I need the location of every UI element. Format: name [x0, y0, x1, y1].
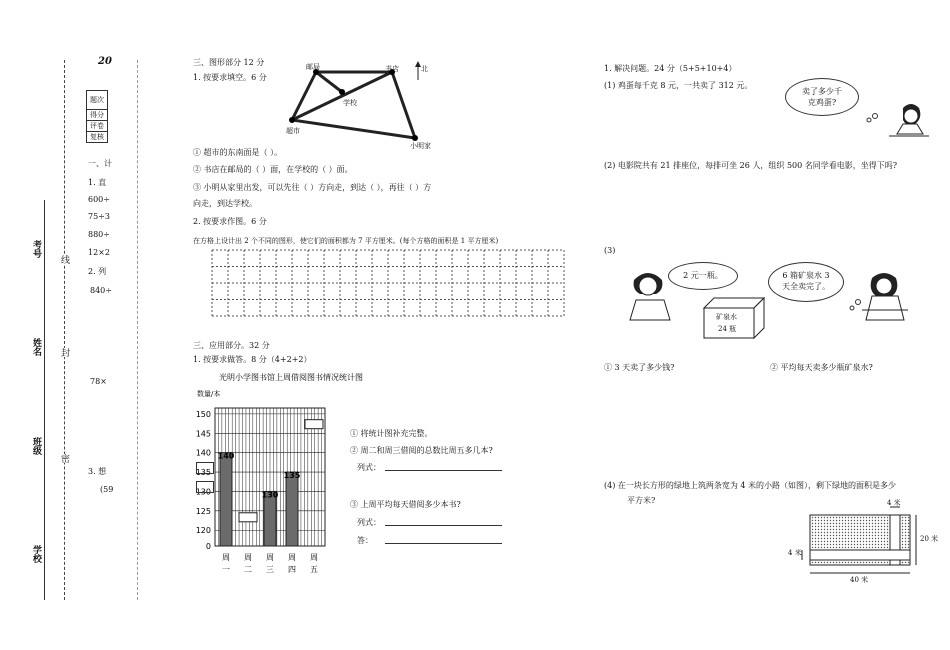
answer-label: 答：	[357, 536, 373, 545]
horizontal-path	[810, 550, 910, 560]
chart-title: 光明小学图书馆上周借阅图书情况统计图	[219, 373, 363, 382]
dim-right-label: 20 米	[920, 535, 939, 543]
x-tick-label: 四	[288, 565, 296, 574]
x-tick-label: 周	[288, 553, 296, 562]
class-label: 班级	[31, 437, 41, 455]
dim-bottom-label: 40 米	[850, 576, 869, 584]
bar-answer-box-周五	[305, 420, 323, 429]
map-label-school: 学校	[343, 99, 357, 107]
q1-line-4: 向走，到达学校。	[193, 199, 257, 208]
y-tick-label: 135	[195, 468, 211, 478]
seal-char-feng: 封	[59, 348, 69, 357]
map-label-north: 北	[421, 65, 428, 73]
bar-value-label: 130	[261, 490, 279, 500]
formula-answer-line[interactable]	[385, 525, 502, 526]
chart-ylabel: 数量/本	[197, 390, 221, 398]
chart-question-1: ① 将统计图补充完整。	[350, 429, 433, 438]
bubble-text: 2 元一瓶。	[683, 271, 723, 280]
dim-top-label: 4 米	[887, 499, 901, 507]
bar-周一	[220, 453, 232, 546]
y-tick-label: 125	[195, 506, 211, 516]
speech-bubble-q1	[785, 78, 859, 116]
y-tick-label: 130	[195, 487, 211, 497]
left-line: 840÷	[90, 286, 112, 295]
map-point-school	[339, 89, 345, 95]
formula-label: 列式：	[357, 463, 381, 472]
x-tick-label: 三	[266, 565, 274, 574]
bubble-text: 天全卖完了。	[782, 282, 830, 291]
x-tick-label: 周	[266, 553, 274, 562]
bar-answer-box-周二	[239, 513, 257, 522]
score-table-cell: 复核	[87, 132, 108, 143]
left-line: 78×	[90, 377, 107, 386]
app-q1-title: 1. 按要求做答。8 分（4+2+2）	[193, 355, 312, 364]
score-table-cell: 题次	[87, 91, 108, 110]
left-line: 12×2	[88, 248, 110, 257]
speech-bubble-price	[668, 262, 738, 290]
name-writing-line	[44, 200, 45, 600]
name-label: 姓名	[31, 338, 41, 356]
application-section-title: 三、应用部分。32 分	[193, 341, 270, 350]
left-line: 2. 列	[88, 267, 107, 276]
score-table	[86, 90, 108, 143]
left-line: (59	[100, 485, 114, 494]
x-tick-label: 一	[222, 565, 230, 574]
chart-question-3: ③ 上周平均每天借阅多少本书?	[350, 500, 461, 509]
map-label-home: 小明家	[410, 142, 431, 150]
score-table-cell: 评卷	[87, 121, 108, 132]
bar-value-label: 135	[283, 471, 301, 481]
seal-char-xian: 线	[59, 255, 69, 264]
bar-chart	[185, 370, 363, 582]
drawing-grid[interactable]	[212, 250, 564, 316]
q3-sub-2: ② 平均每天卖多少瓶矿泉水?	[770, 363, 873, 372]
x-tick-label: 五	[310, 565, 318, 574]
year-fragment: 20	[98, 56, 112, 67]
q2-text: 在方格上设计出 2 个不同的图形，使它们的面积都为 7 平方厘米。(每个方格的面积是 1 平方厘米)	[193, 237, 499, 245]
right-q4: (4) 在一块长方形的绿地上筑两条宽为 4 米的小路（如图），剩下绿地的面积是多少	[604, 481, 897, 490]
seal-line	[64, 60, 65, 600]
field-diagram	[790, 495, 940, 587]
q1-title: 1. 按要求填空。6 分	[193, 73, 267, 82]
right-q3: (3)	[604, 246, 616, 255]
q1-line-2: ② 书店在邮局的（ ）面，在学校的（ ）面。	[193, 165, 353, 174]
answer-line[interactable]	[385, 543, 502, 544]
bubble-text: 卖了多少千	[802, 87, 842, 96]
bubble-text: 克鸡蛋?	[807, 98, 837, 107]
girl-figure-icon-2	[838, 270, 916, 328]
left-line: 1. 直	[88, 178, 107, 187]
seal-char-mi: 密	[59, 454, 69, 463]
formula-answer-line[interactable]	[385, 470, 502, 471]
bar-周三	[264, 491, 276, 546]
answer-box-y[interactable]	[196, 481, 214, 493]
right-title: 1. 解决问题。24 分（5+5+10+4）	[604, 64, 737, 73]
chart-question-2: ② 周二和周三借阅的总数比周五多几本?	[350, 446, 493, 455]
y-tick-label: 150	[195, 409, 211, 419]
right-q2: (2) 电影院共有 21 排座位，每排可坐 26 人，组织 500 名同学看电影，坐得下吗?	[604, 161, 898, 170]
left-line: 75÷3	[88, 212, 110, 221]
y-tick-label: 0	[205, 542, 211, 551]
map-road-market-book	[292, 72, 392, 120]
bar-周四	[286, 472, 298, 546]
dim-left-label: 4 米	[788, 549, 802, 557]
left-line: 880÷	[88, 230, 110, 239]
box-label-water: 矿泉水	[716, 313, 737, 321]
page-fold-line	[137, 60, 138, 600]
right-q1: (1) 鸡蛋每千克 8 元，一共卖了 312 元。	[604, 81, 753, 90]
y-tick-label: 140	[195, 448, 211, 458]
girl-figure-icon	[865, 100, 935, 148]
exam-number-label: 考号	[31, 240, 41, 258]
section3-title: 三、图形部分 12 分	[193, 58, 265, 67]
x-tick-label: 周	[310, 553, 318, 562]
school-label: 学校	[31, 545, 41, 563]
left-line: 一、计	[88, 159, 112, 168]
q1-line-1: ① 超市的东南面是（ ）。	[193, 148, 283, 157]
map-road-post-school	[316, 72, 342, 92]
bubble-text: 6 箱矿泉水 3	[782, 271, 830, 280]
left-line: 3. 想	[88, 467, 107, 476]
y-tick-label: 145	[195, 429, 211, 439]
box-label-count: 24 瓶	[718, 325, 737, 333]
formula-label: 列式：	[357, 518, 381, 527]
map-label-market: 超市	[286, 127, 300, 135]
answer-box-y[interactable]	[196, 462, 214, 474]
q2-title: 2. 按要求作图。6 分	[193, 217, 267, 226]
y-tick-label: 120	[195, 526, 211, 536]
right-q4-cont: 平方米?	[627, 496, 656, 505]
q3-sub-1: ① 3 天卖了多少钱?	[604, 363, 675, 372]
speech-bubble-sold	[768, 262, 844, 302]
x-tick-label: 周	[244, 553, 252, 562]
x-tick-label: 二	[244, 565, 252, 574]
left-line: 600÷	[88, 195, 110, 204]
score-table-cell: 得分	[87, 110, 108, 121]
map-diagram	[280, 60, 440, 145]
q1-line-3: ③ 小明从家里出发，可以先往（ ）方向走，到达（ ），再往（ ）方	[193, 183, 432, 192]
x-tick-label: 周	[222, 553, 230, 562]
map-label-post: 邮局	[306, 63, 320, 71]
bar-value-label: 140	[217, 451, 235, 461]
map-label-book: 书店	[385, 65, 399, 73]
map-point-market	[289, 117, 295, 123]
